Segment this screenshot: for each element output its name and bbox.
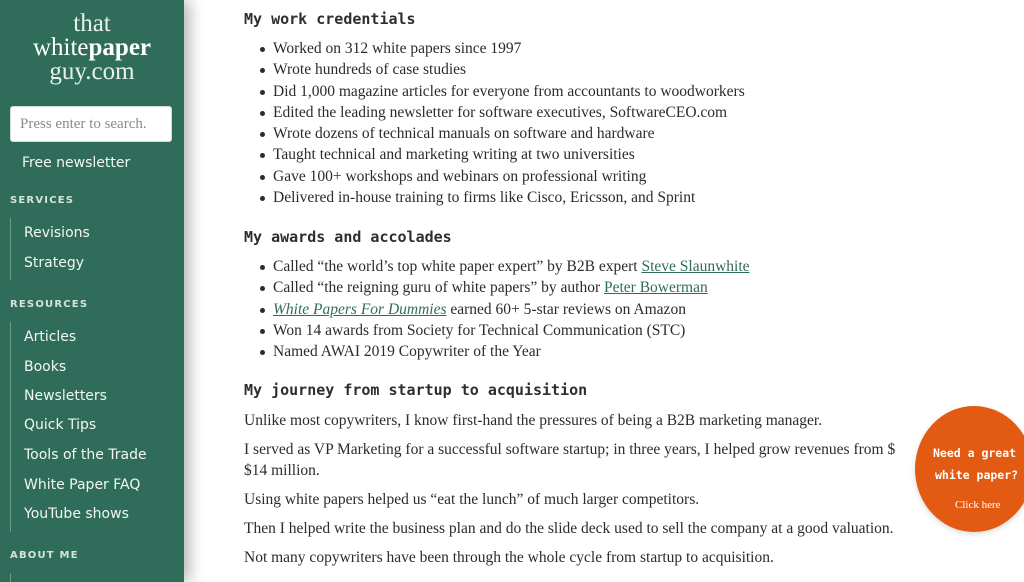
steve-slaunwhite-link[interactable]: Steve Slaunwhite xyxy=(641,258,750,275)
journey-paragraph-2a: I served as VP Marketing for a successful software startup; in three years, I helped grow revenues from $ xyxy=(244,441,896,458)
credentials-heading: My work credentials xyxy=(244,10,416,28)
services-section-title: SERVICES xyxy=(10,195,75,206)
resources-section-title: RESOURCES xyxy=(10,299,89,310)
list-item: Edited the leading newsletter for software executives, SoftwareCEO.com xyxy=(260,102,745,123)
sidebar-item-newsletters[interactable]: Newsletters xyxy=(24,388,107,404)
white-papers-for-dummies-link[interactable]: White Papers For Dummies xyxy=(273,300,447,318)
cta-line-2: white paper? xyxy=(935,468,1019,482)
list-item: Worked on 312 white papers since 1997 xyxy=(260,38,745,59)
list-item: Delivered in-house training to firms like Cisco, Ericsson, and Sprint xyxy=(260,187,745,208)
list-item: Wrote hundreds of case studies xyxy=(260,59,745,80)
services-group-rule xyxy=(10,218,11,280)
cta-line-1: Need a great xyxy=(933,446,1017,460)
sidebar-item-revisions[interactable]: Revisions xyxy=(24,225,90,241)
resources-group-rule xyxy=(10,322,11,532)
logo-line-1: that xyxy=(73,10,111,37)
list-item xyxy=(260,256,750,277)
need-white-paper-cta-button[interactable] xyxy=(915,406,1024,532)
list-item: Taught technical and marketing writing at two universities xyxy=(260,144,745,165)
award-text-1: Called “the world’s top white paper expert” by B2B expert xyxy=(273,258,642,275)
journey-paragraph-3: Using white papers helped us “eat the lunch” of much larger competitors. xyxy=(244,491,700,508)
search-input[interactable] xyxy=(10,106,172,142)
sidebar-item-books[interactable]: Books xyxy=(24,359,67,375)
awards-list xyxy=(260,256,750,362)
awards-heading: My awards and accolades xyxy=(244,228,452,246)
list-item: Won 14 awards from Society for Technical Communication (STC) xyxy=(260,320,750,341)
logo-line-3: guy.com xyxy=(49,58,135,85)
about-group-rule xyxy=(10,573,11,582)
list-item: Gave 100+ workshops and webinars on professional writing xyxy=(260,166,745,187)
credentials-list xyxy=(260,38,745,208)
list-item xyxy=(260,299,750,320)
journey-paragraph-5: Not many copywriters have been through the whole cycle from startup to acquisition. xyxy=(244,549,774,566)
sidebar-item-youtube-shows[interactable]: YouTube shows xyxy=(24,506,129,522)
journey-paragraph-1: Unlike most copywriters, I know first-hand the pressures of being a B2B marketing manager. xyxy=(244,412,823,429)
sidebar-item-articles[interactable]: Articles xyxy=(24,329,77,345)
award-text-3: earned 60+ 5-star reviews on Amazon xyxy=(446,300,686,318)
site-logo[interactable] xyxy=(0,12,184,84)
free-newsletter-link[interactable]: Free newsletter xyxy=(22,155,131,171)
about-section-title: ABOUT ME xyxy=(10,550,79,561)
list-item: Named AWAI 2019 Copywriter of the Year xyxy=(260,341,750,362)
logo-line-2 xyxy=(0,36,184,60)
cta-click-here: Click here xyxy=(955,499,1001,511)
list-item xyxy=(260,277,750,298)
list-item: Did 1,000 magazine articles for everyone from accountants to woodworkers xyxy=(260,81,745,102)
list-item: Wrote dozens of technical manuals on software and hardware xyxy=(260,123,745,144)
award-text-2: Called “the reigning guru of white papers” by author xyxy=(273,279,604,297)
journey-heading: My journey from startup to acquisition xyxy=(244,381,588,399)
sidebar-item-white-paper-faq[interactable]: White Paper FAQ xyxy=(24,477,141,493)
journey-paragraph-4: Then I helped write the business plan and do the slide deck used to sell the company at a good valuation. xyxy=(244,520,894,537)
journey-paragraph-2b: $14 million. xyxy=(244,462,320,479)
sidebar xyxy=(0,0,184,582)
sidebar-item-tools-of-the-trade[interactable]: Tools of the Trade xyxy=(24,447,147,463)
sidebar-item-quick-tips[interactable]: Quick Tips xyxy=(24,417,97,433)
logo-line-2-pre: white xyxy=(32,34,89,61)
logo-line-2-bold: paper xyxy=(88,34,152,61)
sidebar-item-strategy[interactable]: Strategy xyxy=(24,255,84,271)
peter-bowerman-link[interactable]: Peter Bowerman xyxy=(604,279,708,297)
